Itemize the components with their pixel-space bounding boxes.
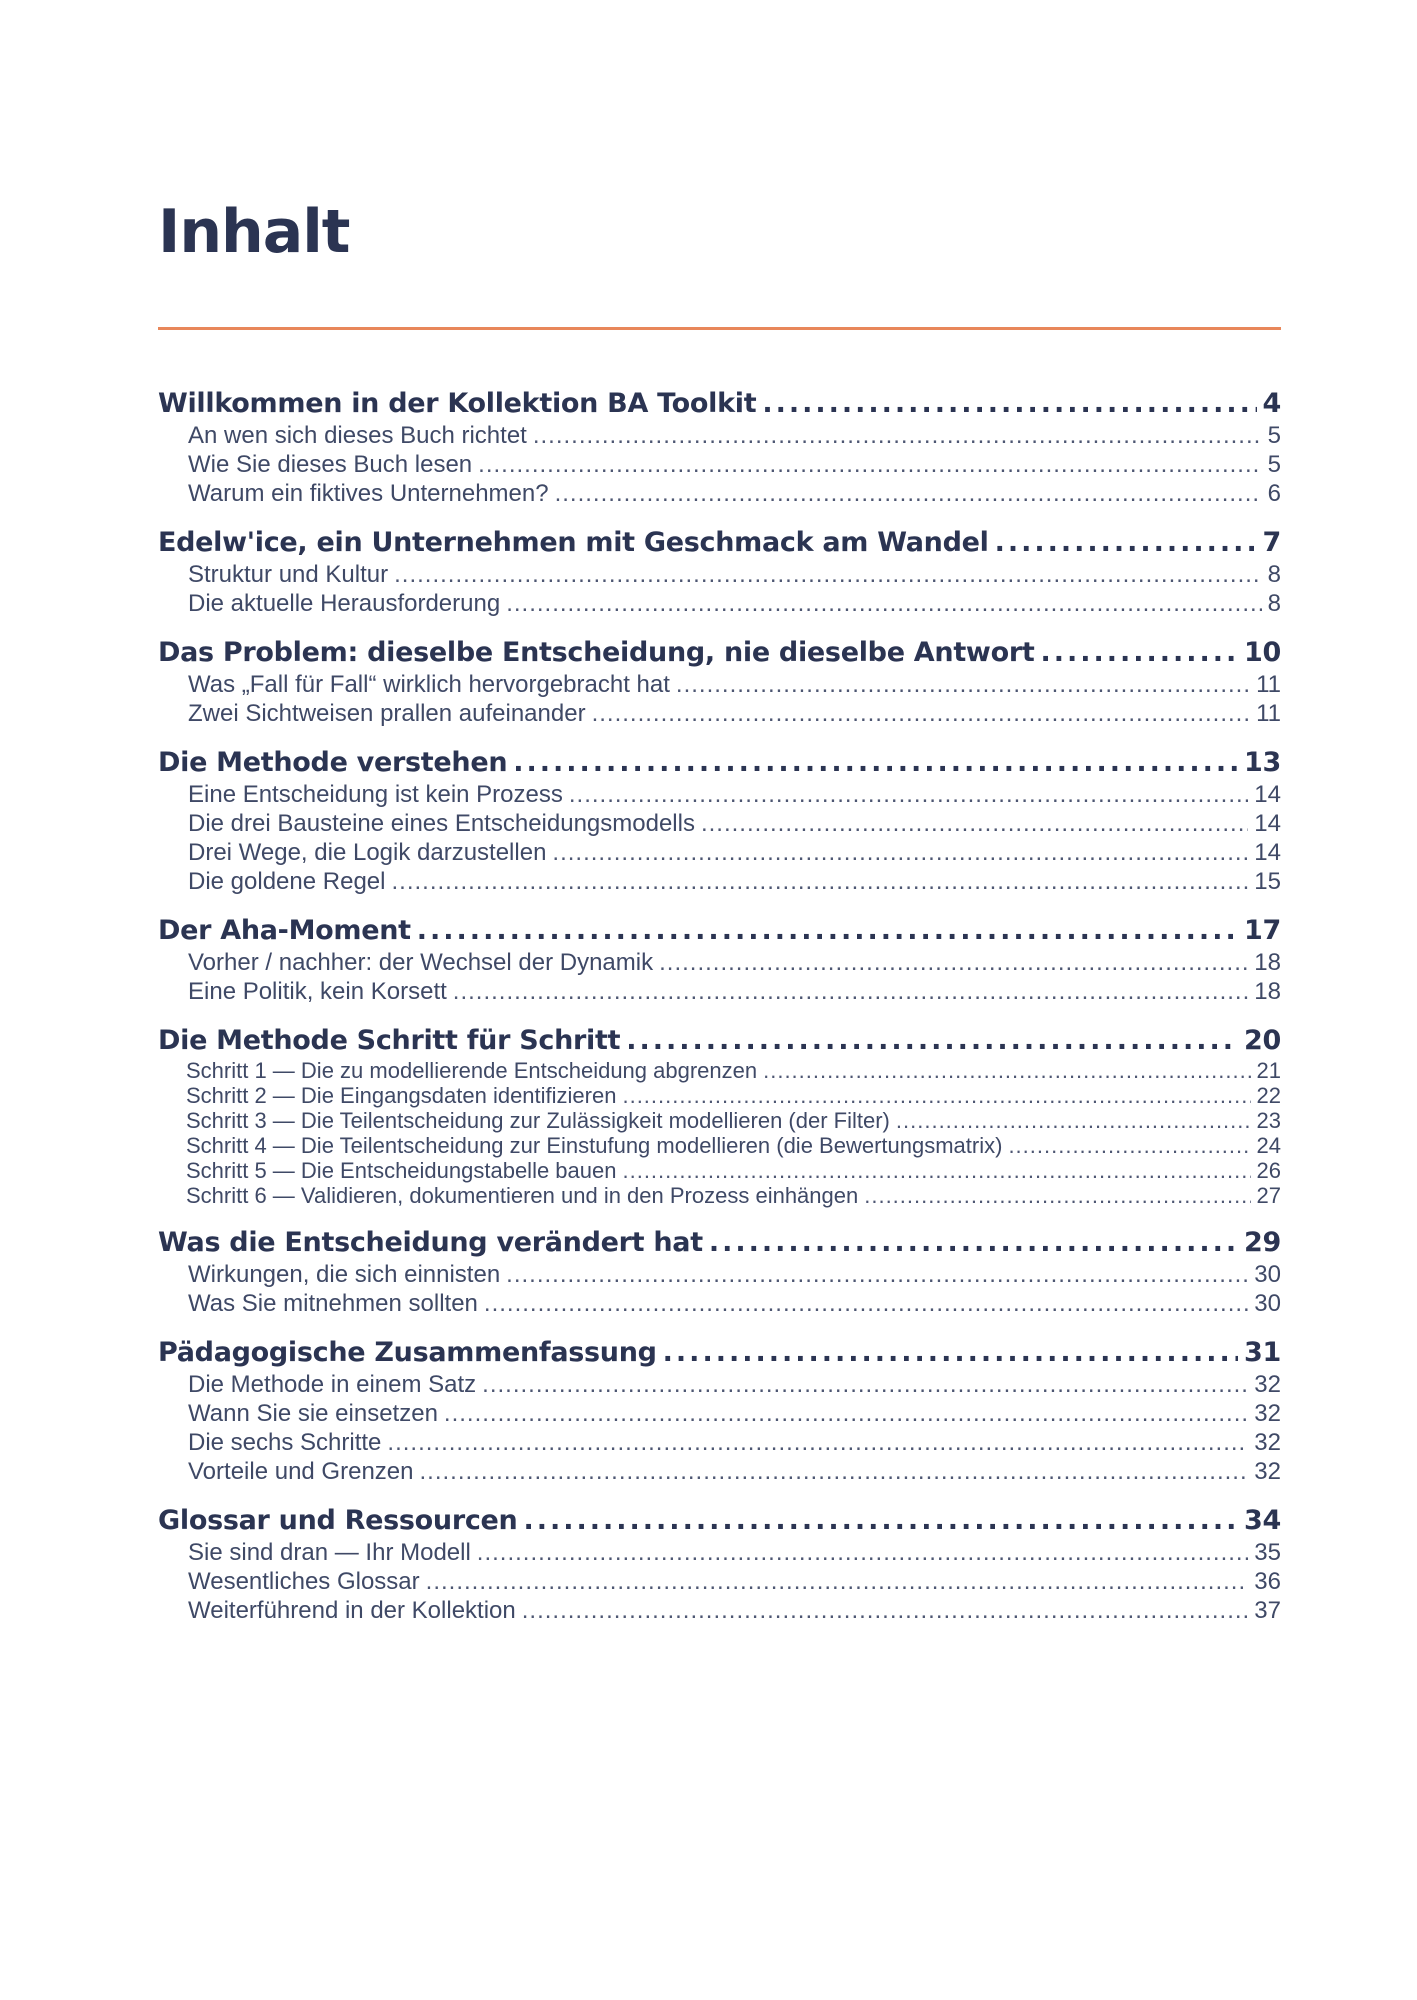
dot-leader [453,977,1249,1006]
toc-chapter-title: Das Problem: dieselbe Entscheidung, nie dieselbe Antwort [158,637,1035,668]
toc-page-number: 14 [1254,781,1281,808]
toc-page-number: 11 [1256,700,1281,727]
toc-chapter [158,636,1281,728]
toc-section-entry[interactable] [158,1289,1281,1318]
toc-section-entry[interactable] [158,867,1281,896]
toc-section-title: Schritt 6 — Validieren, dokumentieren und in den Prozess einhängen [186,1183,859,1208]
toc-page-number: 32 [1254,1458,1281,1485]
toc-section-title: Schritt 2 — Die Eingangsdaten identifizieren [186,1083,617,1108]
toc-section-title: An wen sich dieses Buch richtet [188,422,527,449]
toc-chapter-entry[interactable] [158,914,1281,948]
toc-chapter [158,746,1281,896]
toc-section-title: Weiterführend in der Kollektion [188,1597,516,1624]
toc-page-number: 14 [1254,810,1281,837]
dot-leader [417,914,1238,948]
toc-page-number: 29 [1244,1227,1281,1258]
toc-section-entry[interactable] [158,670,1281,699]
toc-section-entry[interactable] [158,589,1281,618]
toc-section-title: Eine Politik, kein Korsett [188,978,447,1005]
toc-step-entry[interactable] [158,1158,1281,1183]
toc-page-number: 10 [1244,637,1281,668]
toc-page-number: 30 [1254,1290,1281,1317]
toc-page-number: 35 [1254,1539,1281,1566]
toc-section-entry[interactable] [158,838,1281,867]
page-title: Inhalt [158,197,350,267]
toc-page-number: 23 [1256,1108,1281,1133]
toc-section-title: Was Sie mitnehmen sollten [188,1290,478,1317]
dot-leader [701,809,1248,838]
toc-chapter-title: Edelw'ice, ein Unternehmen mit Geschmack am Wandel [158,527,989,558]
dot-leader [419,1457,1248,1486]
toc-page-number: 24 [1256,1133,1281,1158]
toc-chapter [158,1024,1281,1208]
dot-leader [482,1370,1248,1399]
dot-leader [555,479,1262,508]
dot-leader [864,1183,1250,1208]
toc-section-title: Schritt 4 — Die Teilentscheidung zur Einstufung modellieren (die Bewertungsmatrix) [186,1133,1003,1158]
toc-page-number: 8 [1267,561,1281,588]
toc-section-entry[interactable] [158,1596,1281,1625]
toc-page-number: 26 [1256,1158,1281,1183]
dot-leader [995,526,1257,560]
toc-section-entry[interactable] [158,479,1281,508]
toc-step-entry[interactable] [158,1058,1281,1083]
toc-page-number: 4 [1262,388,1281,419]
dot-leader [522,1596,1249,1625]
toc-section-title: Sie sind dran — Ihr Modell [188,1539,471,1566]
dot-leader [569,780,1248,809]
dot-leader [426,1567,1249,1596]
toc-section-entry[interactable] [158,560,1281,589]
dot-leader [1040,636,1238,670]
toc-page-number: 21 [1256,1058,1281,1083]
toc-section-title: Wesentliches Glossar [188,1568,420,1595]
toc-chapter [158,387,1281,508]
toc-page-number: 11 [1256,671,1281,698]
dot-leader [896,1108,1251,1133]
toc-chapter [158,914,1281,1006]
toc-page-number: 13 [1244,747,1281,778]
toc-page-number: 5 [1267,422,1281,449]
toc-chapter-title: Der Aha-Moment [158,915,411,946]
toc-section-title: Was „Fall für Fall“ wirklich hervorgebracht hat [188,671,670,698]
dot-leader [592,699,1251,728]
toc-section-title: Die sechs Schritte [188,1429,382,1456]
dot-leader [676,670,1250,699]
toc-section-entry[interactable] [158,1428,1281,1457]
toc-section-entry[interactable] [158,1538,1281,1567]
toc-section-title: Schritt 1 — Die zu modellierende Entscheidung abgrenzen [186,1058,758,1083]
dot-leader [484,1289,1248,1318]
dot-leader [394,560,1262,589]
table-of-contents [158,387,1281,1625]
toc-step-entry[interactable] [158,1133,1281,1158]
toc-page-number: 20 [1244,1025,1281,1056]
toc-section-title: Wie Sie dieses Buch lesen [188,451,473,478]
toc-section-entry[interactable] [158,699,1281,728]
toc-page-number: 32 [1254,1400,1281,1427]
dot-leader [513,746,1238,780]
toc-page-number: 18 [1254,978,1281,1005]
toc-page-number: 17 [1244,915,1281,946]
toc-section-title: Struktur und Kultur [188,561,389,588]
toc-chapter-entry[interactable] [158,387,1281,421]
toc-chapter [158,1504,1281,1625]
dot-leader [1008,1133,1250,1158]
dot-leader [391,867,1248,896]
dot-leader [477,1538,1249,1567]
dot-leader [506,589,1261,618]
toc-page-number: 8 [1267,590,1281,617]
toc-page-number: 34 [1244,1505,1281,1536]
dot-leader [659,948,1248,977]
toc-section-title: Eine Entscheidung ist kein Prozess [188,781,563,808]
toc-chapter [158,526,1281,618]
toc-section-entry[interactable] [158,948,1281,977]
toc-section-title: Die aktuelle Herausforderung [188,590,501,617]
dot-leader [663,1336,1238,1370]
toc-section-entry[interactable] [158,977,1281,1006]
dot-leader [626,1024,1238,1058]
dot-leader [387,1428,1248,1457]
toc-page-number: 22 [1256,1083,1281,1108]
toc-chapter-entry[interactable] [158,746,1281,780]
title-divider [158,327,1281,330]
toc-section-entry[interactable] [158,1567,1281,1596]
dot-leader [622,1083,1250,1108]
dot-leader [763,1058,1250,1083]
toc-section-title: Vorteile und Grenzen [188,1458,414,1485]
toc-page-number: 30 [1254,1261,1281,1288]
toc-chapter-entry[interactable] [158,1336,1281,1370]
toc-section-title: Schritt 3 — Die Teilentscheidung zur Zulässigkeit modellieren (der Filter) [186,1108,890,1133]
toc-page-number: 14 [1254,839,1281,866]
toc-chapter-entry[interactable] [158,526,1281,560]
toc-chapter [158,1226,1281,1318]
dot-leader [552,838,1248,867]
dot-leader [478,450,1261,479]
toc-page-number: 32 [1254,1429,1281,1456]
toc-page-number: 15 [1254,868,1281,895]
toc-page-number: 5 [1267,451,1281,478]
toc-section-title: Die Methode in einem Satz [188,1371,477,1398]
toc-section-title: Die drei Bausteine eines Entscheidungsmodells [188,810,695,837]
dot-leader [523,1504,1238,1538]
toc-chapter-title: Glossar und Ressourcen [158,1505,518,1536]
toc-chapter-title: Was die Entscheidung verändert hat [158,1227,703,1258]
toc-chapter-title: Die Methode verstehen [158,747,508,778]
dot-leader [622,1158,1250,1183]
toc-page-number: 18 [1254,949,1281,976]
toc-section-entry[interactable] [158,1457,1281,1486]
toc-section-entry[interactable] [158,780,1281,809]
toc-section-entry[interactable] [158,1260,1281,1289]
dot-leader [506,1260,1248,1289]
dot-leader [709,1226,1238,1260]
toc-page-number: 7 [1262,527,1281,558]
toc-page-number: 37 [1254,1597,1281,1624]
toc-section-entry[interactable] [158,809,1281,838]
toc-section-entry[interactable] [158,1399,1281,1428]
toc-step-entry[interactable] [158,1083,1281,1108]
toc-section-title: Die goldene Regel [188,868,386,895]
toc-section-title: Wann Sie sie einsetzen [188,1400,438,1427]
toc-page-number: 27 [1256,1183,1281,1208]
toc-section-entry[interactable] [158,450,1281,479]
toc-chapter-entry[interactable] [158,636,1281,670]
toc-page-number: 6 [1267,480,1281,507]
toc-section-title: Wirkungen, die sich einnisten [188,1261,501,1288]
toc-section-title: Zwei Sichtweisen prallen aufeinander [188,700,586,727]
toc-section-title: Schritt 5 — Die Entscheidungstabelle bauen [186,1158,617,1183]
toc-chapter-entry[interactable] [158,1504,1281,1538]
dot-leader [444,1399,1248,1428]
toc-chapter-title: Willkommen in der Kollektion BA Toolkit [158,388,757,419]
toc-chapter-entry[interactable] [158,1226,1281,1260]
toc-section-title: Drei Wege, die Logik darzustellen [188,839,547,866]
toc-chapter-title: Pädagogische Zusammenfassung [158,1337,657,1368]
toc-chapter-title: Die Methode Schritt für Schritt [158,1025,621,1056]
toc-step-entry[interactable] [158,1183,1281,1208]
toc-page-number: 36 [1254,1568,1281,1595]
toc-section-title: Warum ein fiktives Unternehmen? [188,480,549,507]
toc-page-number: 31 [1244,1337,1281,1368]
dot-leader [533,421,1262,450]
toc-page-number: 32 [1254,1371,1281,1398]
toc-step-entry[interactable] [158,1108,1281,1133]
toc-section-entry[interactable] [158,421,1281,450]
toc-chapter [158,1336,1281,1486]
toc-section-entry[interactable] [158,1370,1281,1399]
dot-leader [762,387,1256,421]
toc-section-title: Vorher / nachher: der Wechsel der Dynamik [188,949,654,976]
toc-chapter-entry[interactable] [158,1024,1281,1058]
